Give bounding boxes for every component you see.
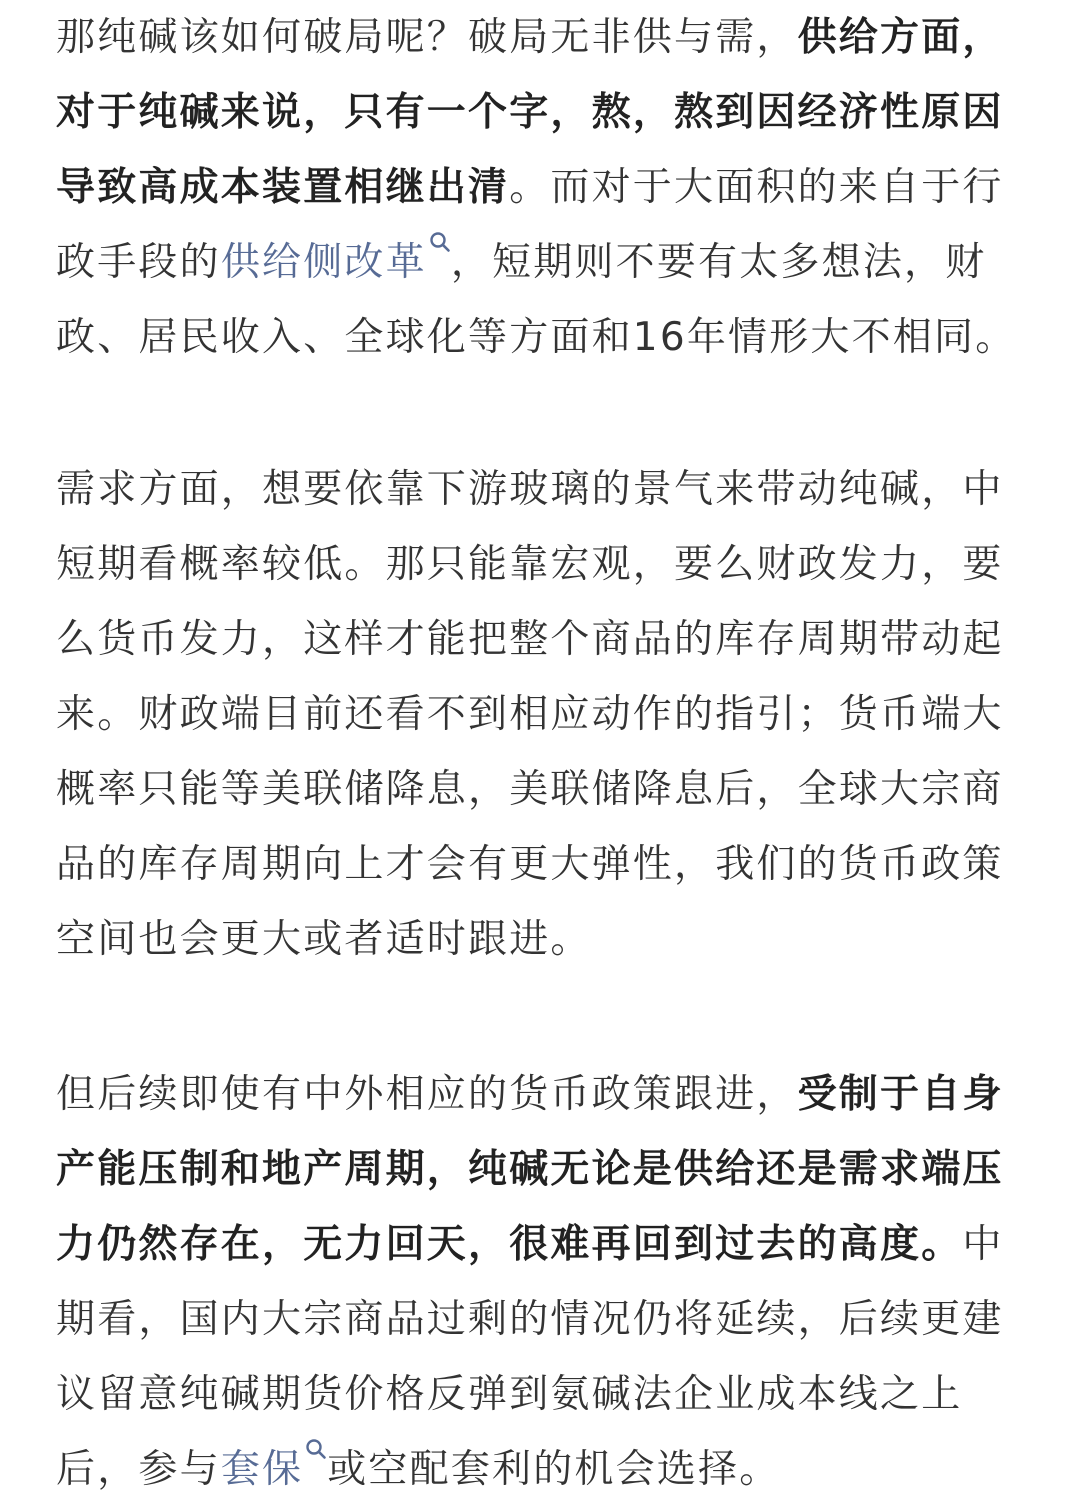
supply-text-2: 。而对于大面积的来自于行政手段的 (56, 165, 1004, 285)
supply-bold-1: 供给方面，对于纯碱来说，只有一个字，熬，熬到因经济性原因导致高成本装置相继出清 (56, 15, 1004, 210)
outlook-text-2: 中期看，国内大宗商品过剩的情况仍将延续，后续更建议留意纯碱期货价格反弹到氨碱法企业成本线之上后，参与 (56, 1222, 1004, 1492)
supply-side-reform-link[interactable]: 供给侧改革 (220, 240, 427, 285)
hedging-link[interactable]: 套保 (220, 1447, 304, 1492)
paragraph-demand (56, 452, 1028, 977)
supply-text-3: ，短期则不要有太多想法，财政、居民收入、全球化等方面和16年情形大不相同。 (56, 240, 1017, 360)
outlook-text-3: 或空配套利的机会选择。 (327, 1447, 781, 1492)
demand-text: 需求方面，想要依靠下游玻璃的景气来带动纯碱，中短期看概率较低。那只能靠宏观，要么财政发力，要么货币发力，这样才能把整个商品的库存周期带动起来。财政端目前还看不到相应动作的指引；货币端大概率只能等美联储降息，美联储降息后，全球大宗商品的库存周期向上才会有更大弹性，我们的货币政策空间也会更大或者适时跟进。 (56, 467, 1004, 962)
paragraph-supply-text (56, 15, 1016, 360)
supply-text-1: 那纯碱该如何破局呢？破局无非供与需， (56, 15, 798, 60)
outlook-bold-1: 受制于自身产能压制和地产周期，纯碱无论是供给还是需求端压力仍然存在，无力回天，很难再回到过去的高度。 (56, 1072, 1004, 1267)
outlook-text-1: 但后续即使有中外相应的货币政策跟进， (56, 1072, 798, 1117)
search-icon[interactable] (429, 231, 451, 253)
search-icon[interactable] (305, 1438, 327, 1460)
paragraph-supply (56, 0, 1028, 375)
paragraph-outlook (56, 1057, 1028, 1507)
